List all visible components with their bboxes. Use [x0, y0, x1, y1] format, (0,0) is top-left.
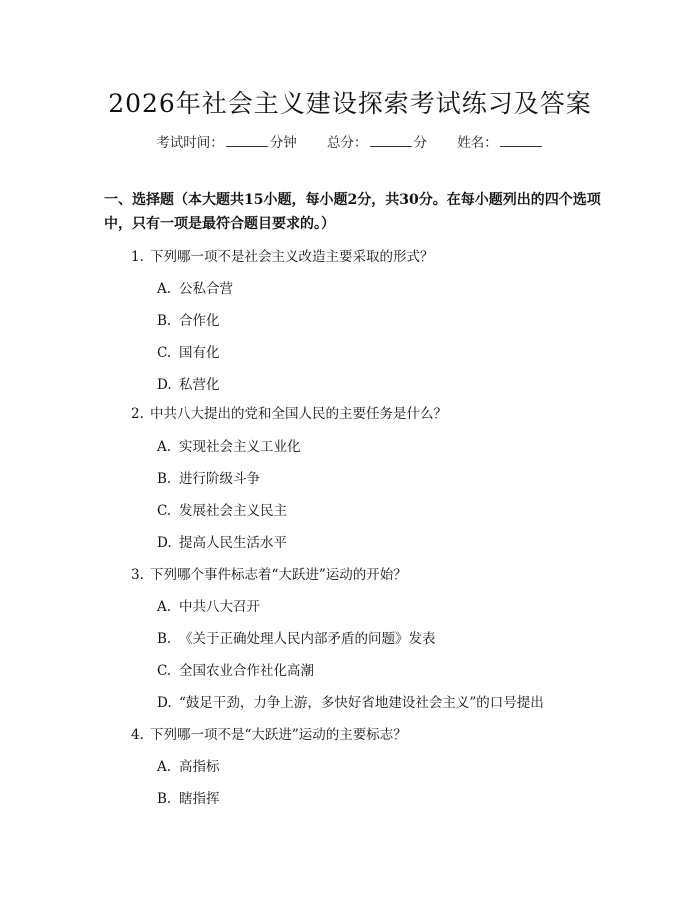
total-score-blank: [370, 135, 412, 147]
exam-time-field: [156, 135, 301, 151]
question-4: [131, 723, 407, 743]
total-score-label: 总分：: [327, 135, 368, 151]
question-1-option-a: [157, 277, 233, 297]
option-letter: C.: [157, 345, 172, 361]
question-number: 2.: [131, 406, 144, 422]
option-letter: A.: [157, 439, 172, 455]
question-2-option-d: [157, 531, 287, 551]
option-text: 《关于正确处理人民内部矛盾的问题》发表: [179, 631, 436, 647]
option-text: 高指标: [179, 759, 220, 775]
option-letter: B.: [157, 791, 172, 807]
name-field: [457, 135, 544, 151]
question-1: [131, 245, 434, 265]
question-3-option-a: [157, 595, 260, 615]
exam-meta-line: [0, 131, 700, 151]
question-number: 4.: [131, 727, 144, 743]
option-text: 全国农业合作社化高潮: [179, 663, 314, 679]
option-text: 中共八大召开: [179, 599, 260, 615]
option-letter: B.: [157, 313, 172, 329]
option-letter: B.: [157, 631, 172, 647]
question-text: 下列哪一项不是社会主义改造主要采取的形式？: [150, 249, 434, 265]
option-letter: B.: [157, 471, 172, 487]
section-heading: 一、选择题（本大题共15小题，每小题2分，共30分。在每小题列出的四个选项中，只有一项是最符合题目要求的。）: [104, 192, 601, 232]
option-letter: A.: [157, 759, 172, 775]
exam-time-label: 考试时间：: [156, 135, 224, 151]
option-text: 合作化: [179, 313, 220, 329]
question-2: [131, 402, 447, 422]
option-text: 进行阶级斗争: [179, 471, 260, 487]
question-3-option-b: [157, 627, 436, 647]
question-3-option-c: [157, 659, 314, 679]
question-1-option-d: [157, 373, 220, 393]
option-text: 实现社会主义工业化: [179, 439, 301, 455]
question-3: [131, 563, 407, 583]
exam-time-unit: 分钟: [269, 135, 297, 151]
question-3-option-d: [157, 691, 544, 711]
option-letter: D.: [157, 695, 172, 711]
question-2-option-c: [157, 499, 287, 519]
option-text: 国有化: [179, 345, 220, 361]
exam-time-blank: [226, 135, 268, 147]
question-4-option-a: [157, 755, 220, 775]
option-text: 私营化: [179, 377, 220, 393]
name-label: 姓名：: [457, 135, 498, 151]
page-title: 2026年社会主义建设探索考试练习及答案: [108, 89, 592, 118]
option-letter: D.: [157, 377, 172, 393]
total-score-field: [327, 135, 431, 151]
question-1-option-c: [157, 341, 220, 361]
question-4-option-b: [157, 787, 220, 807]
question-1-option-b: [157, 309, 220, 329]
question-2-option-b: [157, 467, 260, 487]
question-text: 下列哪个事件标志着“大跃进”运动的开始？: [150, 567, 407, 583]
question-text: 中共八大提出的党和全国人民的主要任务是什么？: [150, 406, 447, 422]
option-text: 发展社会主义民主: [179, 503, 287, 519]
option-text: 提高人民生活水平: [179, 535, 287, 551]
option-letter: D.: [157, 535, 172, 551]
option-letter: C.: [157, 503, 172, 519]
option-letter: C.: [157, 663, 172, 679]
option-letter: A.: [157, 281, 172, 297]
option-text: 公私合营: [179, 281, 233, 297]
option-letter: A.: [157, 599, 172, 615]
name-blank: [500, 135, 542, 147]
total-score-unit: 分: [413, 135, 427, 151]
option-text: 瞎指挥: [179, 791, 220, 807]
question-number: 1.: [131, 249, 144, 265]
option-text: “鼓足干劲，力争上游，多快好省地建设社会主义”的口号提出: [179, 695, 544, 711]
question-2-option-a: [157, 435, 301, 455]
question-number: 3.: [131, 567, 144, 583]
question-text: 下列哪一项不是“大跃进”运动的主要标志？: [150, 727, 407, 743]
